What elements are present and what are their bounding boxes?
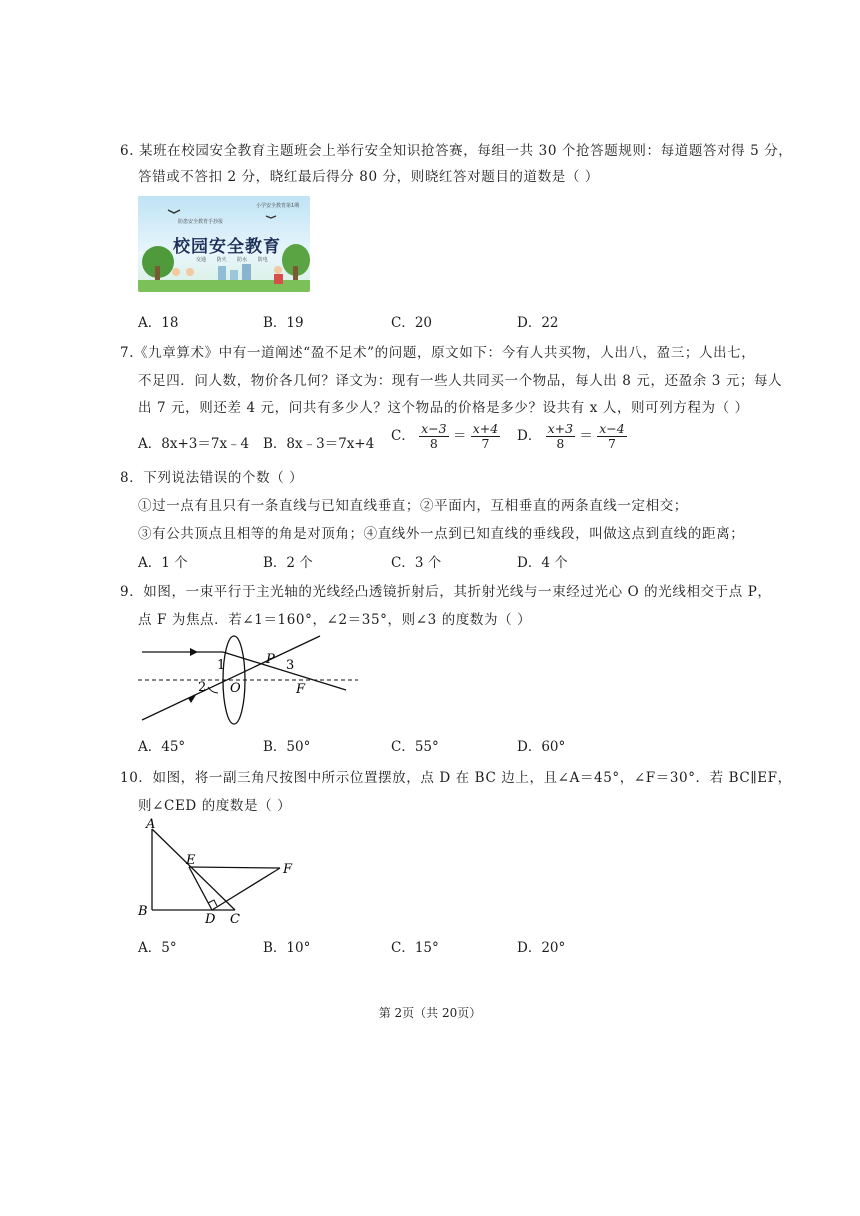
point-c-label: C <box>230 912 240 924</box>
q7-option-c-equals: ＝ <box>452 428 467 444</box>
arrow-icon <box>190 648 198 656</box>
q7-text-line1: 7.《九章算术》中有一道阐述“盈不足术”的问题，原文如下：今有人共买物，人出八，盈三；人出七， <box>120 345 756 361</box>
q8-text-line3: ③有公共顶点且相等的角是对顶角；④直线外一点到已知直线的垂线段，叫做这点到直线的距离； <box>138 526 745 542</box>
q7-option-d-fraction-right: $\frac{x-4}{7}$ <box>599 421 625 451</box>
q10-triangles-figure <box>134 814 304 924</box>
q10-text-line2: 则∠CED 的度数是（ ） <box>138 798 292 814</box>
point-f-label: F <box>283 862 293 877</box>
point-a-label: A <box>146 817 156 832</box>
q8-option-d: D．4 个 <box>517 555 568 571</box>
angle-3-label: 3 <box>286 658 295 673</box>
q10-option-b: B．10° <box>263 940 311 956</box>
q7-option-d-equals: ＝ <box>579 428 593 444</box>
q6-option-a: A．18 <box>138 315 179 331</box>
q9-text-line2: 点 F 为焦点．若∠1＝160°，∠2＝35°，则∠3 的度数为（ ） <box>138 612 532 628</box>
q10-option-c: C．15° <box>391 940 439 956</box>
point-f-label: F <box>296 682 306 697</box>
ray-through-center <box>142 636 320 720</box>
q7-option-b: B．8x﹣3＝7x+4 <box>263 436 375 452</box>
point-o-label: O <box>230 681 241 696</box>
point-p-label: P <box>266 652 275 667</box>
q7-option-c-fraction-left: $\frac{x-3}{8}$ <box>421 421 447 451</box>
q6-text-line1: 6. 某班在校园安全教育主题班会上举行安全知识抢答赛，每组一共 30 个抢答题规则：每道题答对得 5 分， <box>120 143 793 159</box>
point-d-label: D <box>205 912 216 924</box>
q7-option-c-fraction-right: $\frac{x+4}{7}$ <box>472 421 499 451</box>
q8-text-line1: 8．下列说法错误的个数（ ） <box>120 470 304 486</box>
q7-option-d-fraction-left: $\frac{x+3}{8}$ <box>547 421 574 451</box>
q9-option-c: C．55° <box>391 739 439 755</box>
q7-option-a: A．8x+3＝7x﹣4 <box>138 436 250 452</box>
banner-top-right-text: 小学安全教育第1期 <box>256 203 300 209</box>
q10-option-a: A．5° <box>138 940 177 956</box>
segment-ac <box>152 829 235 910</box>
segment-ed <box>189 867 212 910</box>
q8-option-b: B．2 个 <box>263 555 313 571</box>
q10-text-line1: 10．如图，将一副三角尺按图中所示位置摆放，点 D 在 BC 边上，且∠A＝45°，∠F＝30°．若 BC∥EF， <box>120 770 792 786</box>
q7-option-c-label: C． <box>391 428 415 444</box>
q6-option-b: B．19 <box>263 315 304 331</box>
q8-option-a: A．1 个 <box>138 555 188 571</box>
q10-option-d: D．20° <box>517 940 566 956</box>
q9-text-line1: 9．如图，一束平行于主光轴的光线经凸透镜折射后，其折射光线与一束经过光心 O 的光线相交于点 P， <box>120 584 772 600</box>
q9-option-a: A．45° <box>138 739 186 755</box>
q6-option-d: D．22 <box>517 315 559 331</box>
q7-option-d-label: D． <box>517 428 542 444</box>
segment-df <box>212 868 280 910</box>
q6-text-line2: 答错或不答扣 2 分，晓红最后得分 80 分，则晓红答对题目的道数是（ ） <box>138 169 599 185</box>
banner-title: 校园安全教育 <box>173 237 281 257</box>
q8-option-c: C．3 个 <box>391 555 442 571</box>
q8-text-line2: ①过一点有且只有一条直线与已知直线垂直；②平面内，互相垂直的两条直线一定相交； <box>138 498 688 514</box>
angle-1-label: 1 <box>217 658 226 673</box>
q6-option-c: C．20 <box>391 315 433 331</box>
q7-text-line3: 出 7 元，则还差 4 元，问共有多少人？这个物品的价格是多少？设共有 x 人，则可列方程为（ ） <box>138 400 749 416</box>
refracted-ray <box>223 652 346 690</box>
q6-safety-banner-image <box>138 196 310 292</box>
banner-top-left-text: 防患安全教育手抄报 <box>178 219 224 225</box>
segment-ef <box>189 867 280 868</box>
angle-2-label: 2 <box>198 680 207 695</box>
q7-option-c <box>391 422 500 451</box>
page-footer: 第 2页（共 20页） <box>378 1006 482 1020</box>
q9-option-d: D．60° <box>517 739 566 755</box>
point-e-label: E <box>186 853 196 868</box>
q9-option-b: B．50° <box>263 739 311 755</box>
q9-lens-figure <box>138 632 368 728</box>
q7-text-line2: 不足四．问人数，物价各几何？译文为：现有一些人共同买一个物品，每人出 8 元，还盈余 3 元；每人 <box>138 373 783 389</box>
q7-option-d <box>517 422 627 451</box>
point-b-label: B <box>138 904 148 919</box>
banner-tags: 交通 防火 防水 防电 <box>196 257 268 263</box>
